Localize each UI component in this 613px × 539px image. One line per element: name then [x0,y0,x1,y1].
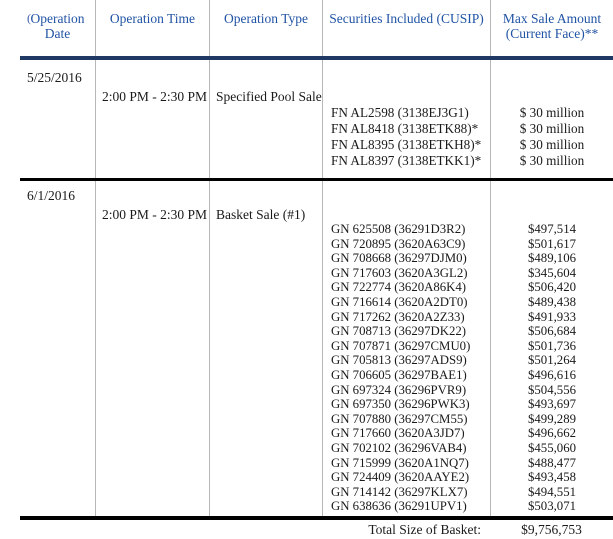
column-header-operation-date: Operation Date [30,11,85,41]
security-amount: $491,933 [528,309,576,324]
securities-list [322,181,490,516]
security-amount: $496,616 [528,367,576,382]
operation-time: 2:00 PM - 2:30 PM [95,181,209,516]
column-header-max-sale-amount: Max Sale Amount (Current Face)** [490,0,613,56]
operation-block-5-25-2016 [20,60,613,181]
security-cusip: GN 722774 (3620A86K4) [331,280,467,295]
operation-block-6-1-2016 [20,181,613,520]
security-cusip: GN 720895 (3620A63C9) [331,236,466,251]
security-amount: $501,264 [528,353,576,368]
operation-date: 6/1/2016 [27,188,76,203]
operations-table [20,0,613,539]
security-amount: $497,514 [528,222,576,236]
amounts-list [490,60,613,178]
total-row [20,520,613,539]
security-amount: $489,438 [528,294,576,309]
security-amount: $501,736 [528,338,576,353]
security-amount: $493,697 [528,397,576,412]
security-amount: $499,289 [528,411,576,426]
operation-time: 2:00 PM - 2:30 PM [95,60,209,178]
column-header-securities-included: Securities Included (CUSIP) [322,0,490,56]
security-amount: $493,458 [528,470,576,485]
security-cusip: GN 717603 (3620A3GL2) [331,265,468,280]
security-cusip: FN AL2598 (3138EJ3G1) [331,105,469,120]
column-header-operation-type: Operation Type [209,0,322,56]
operation-type: Specified Pool Sale [209,60,322,178]
security-amount: $ 30 million [519,105,585,120]
security-cusip: GN 724409 (3620AAYE2) [331,470,470,485]
stray-mark: ( [27,11,31,25]
security-cusip: GN 708668 (36297DJM0) [331,251,467,266]
total-label: Total Size of Basket: [368,522,481,537]
security-cusip: GN 717262 (3620A2Z33) [331,309,465,324]
operation-type: Basket Sale (#1) [209,181,322,516]
security-cusip: GN 702102 (36296VAB4) [331,440,467,455]
security-cusip: GN 707871 (36297CMU0) [331,338,471,353]
security-cusip: GN 625508 (36291D3R2) [331,222,466,236]
security-cusip: FN AL8397 (3138ETKK1)* [331,153,482,168]
security-amount: $489,106 [528,251,576,266]
security-cusip: FN AL8418 (3138ETK88)* [331,121,479,136]
security-cusip: FN AL8395 (3138ETKH8)* [331,137,482,152]
security-amount: $503,071 [528,499,576,514]
security-cusip: GN 705813 (36297ADS9) [331,353,467,368]
security-amount: $455,060 [528,440,576,455]
security-amount: $501,617 [528,236,576,251]
security-cusip: GN 706605 (36297BAE1) [331,367,467,382]
security-amount: $506,684 [528,324,576,339]
column-header-operation-time: Operation Time [95,0,209,56]
operation-date: 5/25/2016 [27,70,82,85]
security-cusip: GN 715999 (3620A1NQ7) [331,455,469,470]
security-cusip: GN 717660 (3620A3JD7) [331,426,465,441]
security-amount: $506,420 [528,280,576,295]
security-amount: $ 30 million [519,137,585,152]
security-cusip: GN 697324 (36296PVR9) [331,382,467,397]
security-cusip: GN 697350 (36296PWK3) [331,397,470,412]
amounts-list [490,181,613,516]
security-amount: $494,551 [528,484,576,499]
security-cusip: GN 638636 (36291UPV1) [331,499,467,514]
security-cusip: GN 707880 (36297CM55) [331,411,468,426]
security-amount: $ 30 million [519,153,585,168]
security-cusip: GN 708713 (36297DK22) [331,324,467,339]
table-header [20,0,613,60]
security-amount: $504,556 [528,382,576,397]
total-value: $9,756,753 [521,522,582,537]
security-cusip: GN 716614 (3620A2DT0) [331,294,468,309]
securities-list [322,60,490,178]
security-amount: $ 30 million [519,121,585,136]
security-amount: $496,662 [528,426,576,441]
security-amount: $345,604 [528,265,576,280]
security-cusip: GN 714142 (36297KLX7) [331,484,468,499]
security-amount: $488,477 [528,455,576,470]
